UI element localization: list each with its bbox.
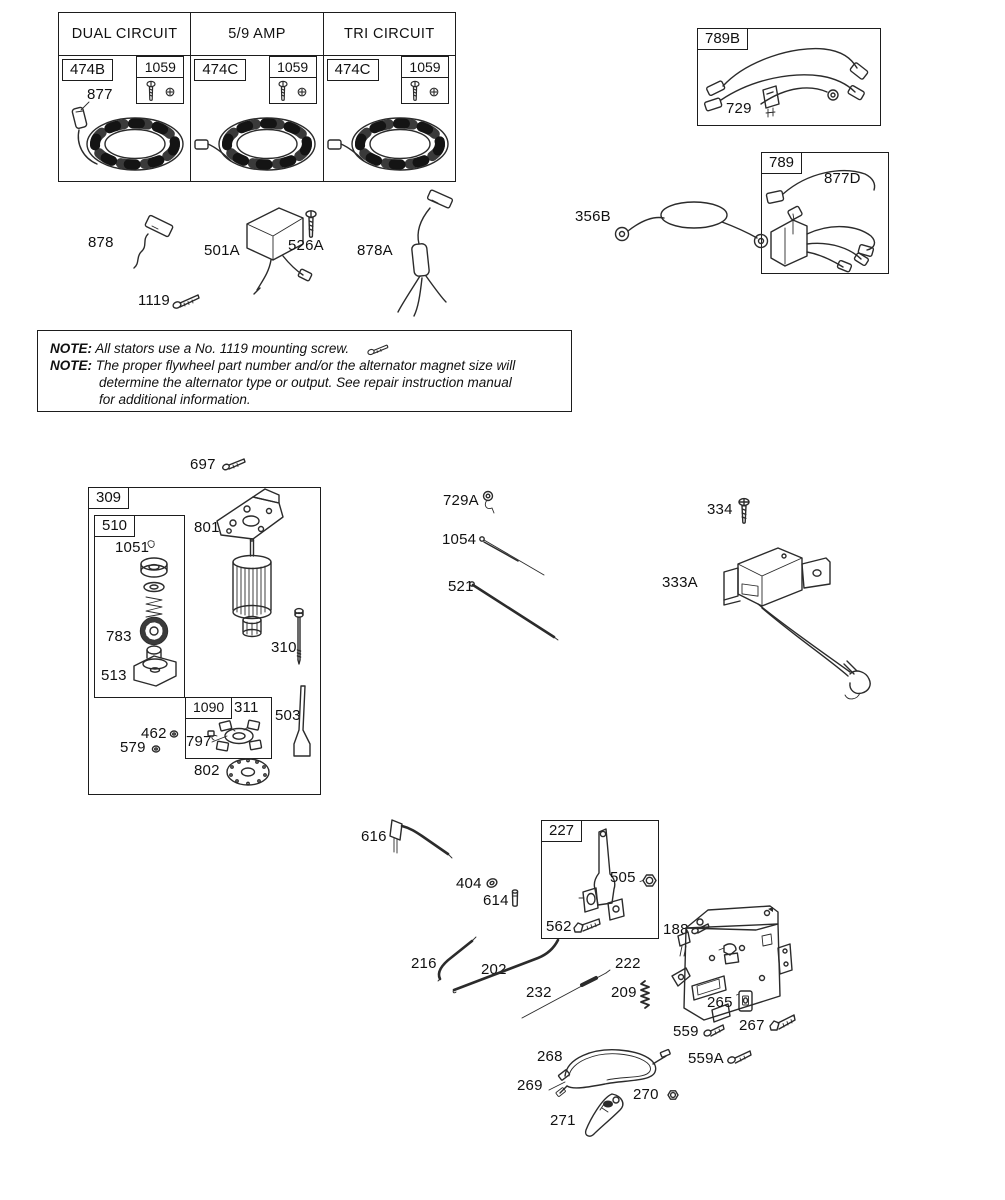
callout-505: 505 xyxy=(610,869,636,886)
end-cap-801-illustration xyxy=(213,487,293,545)
callout-267: 267 xyxy=(739,1017,765,1034)
callout-188: 188 xyxy=(663,921,689,938)
callout-1051: 1051 xyxy=(115,539,150,556)
spring-209-icon xyxy=(638,980,652,1010)
callout-521: 521 xyxy=(448,578,474,595)
phillips-screw-icon xyxy=(297,87,307,97)
callout-222: 222 xyxy=(615,955,641,972)
stator-panel-tri-circuit xyxy=(323,13,455,181)
stator-panels-box xyxy=(58,12,456,182)
callout-614: 614 xyxy=(483,892,509,909)
end-plate-802-illustration xyxy=(223,753,273,791)
callout-310: 310 xyxy=(271,639,297,656)
part-number-box: 474C xyxy=(194,59,246,81)
brush-spring-503-illustration xyxy=(291,686,313,764)
callout-202: 202 xyxy=(481,961,507,978)
stator-illustration xyxy=(193,98,321,190)
callout-462: 462 xyxy=(141,725,167,742)
wire-1054-illustration xyxy=(478,535,552,579)
panel-title: 5/9 AMP xyxy=(191,13,322,56)
panel-body xyxy=(191,56,322,181)
callout-270: 270 xyxy=(633,1086,659,1103)
ignition-coil-333a-illustration xyxy=(700,538,880,698)
stator-panel-5-9-amp xyxy=(190,13,322,181)
callout-501a: 501A xyxy=(204,242,240,259)
panel-title: DUAL CIRCUIT xyxy=(59,13,190,56)
box-label-789: 789 xyxy=(761,152,802,174)
hardware-number: 1059 xyxy=(270,57,316,78)
callout-797: 797 xyxy=(186,733,212,750)
stator-illustration xyxy=(61,92,189,188)
screw-icon xyxy=(367,342,391,356)
part-number-box: 474C xyxy=(327,59,379,81)
callout-356b: 356B xyxy=(575,208,611,225)
pin-614-icon xyxy=(510,889,520,909)
callout-268: 268 xyxy=(537,1048,563,1065)
callout-801: 801 xyxy=(194,519,220,536)
callout-269: 269 xyxy=(517,1077,543,1094)
panel-body xyxy=(59,56,190,181)
screw-697-icon xyxy=(222,456,248,472)
callout-878a: 878A xyxy=(357,242,393,259)
leader-line-269 xyxy=(548,1080,566,1092)
callout-404: 404 xyxy=(456,875,482,892)
callout-559: 559 xyxy=(673,1023,699,1040)
note-2-text-1: The proper flywheel part number and/or the alternator magnet size will xyxy=(95,358,516,373)
callout-783: 783 xyxy=(106,628,132,645)
callout-697: 697 xyxy=(190,456,216,473)
note-prefix: NOTE: xyxy=(50,341,92,356)
note-line-4: for additional information. xyxy=(99,392,251,407)
box-label-309: 309 xyxy=(88,487,129,509)
clip-265-icon xyxy=(736,988,756,1016)
callout-232: 232 xyxy=(526,984,552,1001)
leader-line-797 xyxy=(212,734,228,744)
callout-271: 271 xyxy=(550,1112,576,1129)
box-label-789b: 789B xyxy=(697,28,748,50)
callout-616: 616 xyxy=(361,828,387,845)
callout-503: 503 xyxy=(275,707,301,724)
callout-729: 729 xyxy=(726,100,752,117)
stator-panel-dual-circuit xyxy=(59,13,190,181)
ground-wire-356b-illustration xyxy=(610,190,770,252)
washer-404-icon xyxy=(485,877,499,889)
link-616-illustration xyxy=(386,816,456,868)
note-prefix: NOTE: xyxy=(50,358,92,373)
nut-505-icon xyxy=(639,872,657,889)
box-label-510: 510 xyxy=(94,515,135,537)
screw-559a-icon xyxy=(727,1046,755,1067)
phillips-screw-icon xyxy=(429,87,439,97)
nut-270-icon xyxy=(665,1088,681,1102)
note-1-text: All stators use a No. 1119 mounting screw. xyxy=(95,341,350,356)
callout-559a: 559A xyxy=(688,1050,724,1067)
part-number-box: 474B xyxy=(62,59,113,81)
box-label-227: 227 xyxy=(541,820,582,842)
box-label-1090: 1090 xyxy=(185,697,232,719)
fastener-579-icon xyxy=(150,744,162,754)
callout-1119: 1119 xyxy=(138,292,170,309)
callout-216: 216 xyxy=(411,955,437,972)
bolt-562-icon xyxy=(572,916,604,938)
lever-271-illustration xyxy=(578,1090,632,1144)
callout-878: 878 xyxy=(88,234,114,251)
rod-521-illustration xyxy=(468,581,560,643)
callout-513: 513 xyxy=(101,667,127,684)
screw-267-icon xyxy=(768,1010,798,1034)
note-line-3: determine the alternator type or output. See repair instruction manual xyxy=(99,375,512,390)
callout-334: 334 xyxy=(707,501,733,518)
callout-579: 579 xyxy=(120,739,146,756)
hardware-box xyxy=(401,56,449,104)
diode-878-illustration xyxy=(118,214,180,272)
callout-333a: 333A xyxy=(662,574,698,591)
fastener-462-icon xyxy=(168,729,180,739)
stator-illustration xyxy=(326,98,454,190)
screw-559-icon xyxy=(703,1020,727,1039)
drive-stack-illustration xyxy=(128,534,184,694)
screw-334-icon xyxy=(736,498,752,528)
clip-729a-icon xyxy=(479,490,497,516)
callout-311: 311 xyxy=(234,699,259,716)
thru-bolt-310-illustration xyxy=(292,608,306,670)
callout-877d: 877D xyxy=(824,170,861,187)
callout-729a: 729A xyxy=(443,492,479,509)
callout-526a: 526A xyxy=(288,237,324,254)
callout-562: 562 xyxy=(546,918,572,935)
screw-526a-icon xyxy=(303,210,319,242)
note-box xyxy=(37,330,572,412)
spring-link-232-illustration xyxy=(520,965,612,1021)
note-line-2 xyxy=(50,357,559,374)
note-line-1 xyxy=(50,340,559,357)
callout-802: 802 xyxy=(194,762,220,779)
panel-title: TRI CIRCUIT xyxy=(324,13,455,56)
hardware-number: 1059 xyxy=(402,57,448,78)
callout-265: 265 xyxy=(707,994,733,1011)
callout-1054: 1054 xyxy=(442,531,477,548)
harness-878a-illustration xyxy=(388,192,460,332)
panel-body xyxy=(324,56,455,181)
hardware-box xyxy=(269,56,317,104)
hardware-number: 1059 xyxy=(137,57,183,78)
callout-877: 877 xyxy=(87,86,113,103)
callout-209: 209 xyxy=(611,984,637,1001)
armature-illustration xyxy=(220,538,284,642)
screw-1119-icon xyxy=(172,291,202,311)
